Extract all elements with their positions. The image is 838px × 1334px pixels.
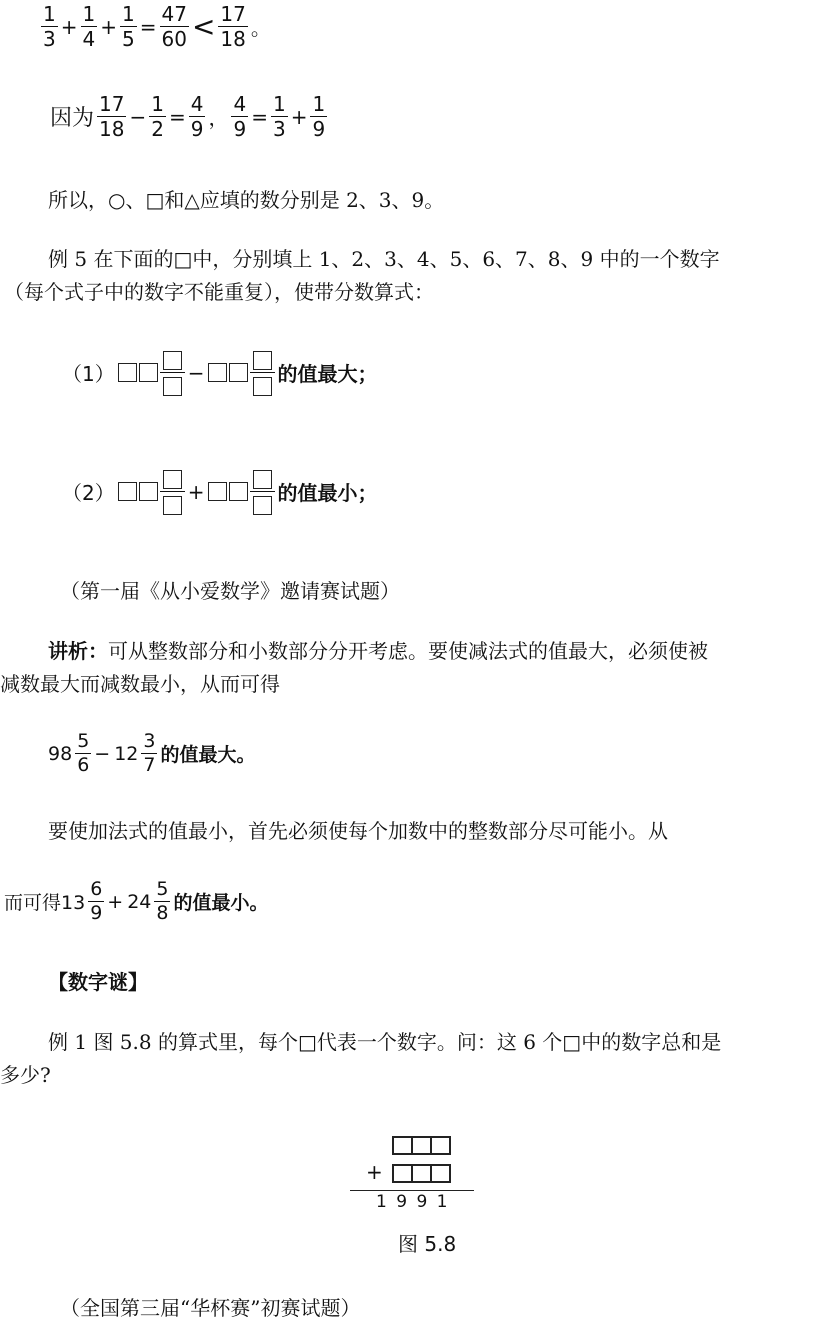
fraction-blanks — [250, 349, 275, 396]
example1-line1: 例 1 图 5.8 的算式里，每个□代表一个数字。问：这 6 个□中的数字总和是 — [48, 1030, 722, 1054]
source-note-2: （全国第三届“华杯赛”初赛试题） — [60, 1296, 361, 1320]
therefore-line: 所以，○、□和△应填的数分别是 2、3、9。 — [48, 188, 445, 212]
example1-line2: 多少? — [0, 1063, 51, 1087]
blank-box — [139, 363, 158, 382]
fraction: $\frac{1}{5}$ — [122, 2, 135, 51]
result-min: 而可得13 $\frac{6}{9}$ + 24 $\frac{5}{8}$ 的值最小。 — [4, 878, 269, 924]
figure-5-8 — [350, 1136, 480, 1266]
fraction-blanks — [160, 349, 185, 396]
fraction: $\frac{47}{60}$ — [161, 2, 187, 51]
because-line: 因为 $\frac{17}{18}$ − $\frac{1}{2}$ = $\frac{4}{9}$ ， $\frac{4}{9}$ = $\frac{1}{3}$ + $\frac{1}{9}$ — [50, 92, 326, 141]
fraction: $\frac{1}{4}$ — [82, 2, 96, 51]
blank-box — [208, 363, 227, 382]
blank-box — [118, 482, 137, 501]
sum-digits: 1 9 9 1 — [376, 1192, 450, 1212]
fraction: $\frac{17}{18}$ — [220, 2, 246, 51]
addition-paragraph: 要使加法式的值最小，首先必须使每个加数中的整数部分尽可能小。从 — [48, 819, 668, 843]
expression-1: （1） − 的值最大； — [60, 349, 380, 396]
analysis-line2: 减数最大而减数最小，从而可得 — [0, 672, 280, 696]
figure-caption: 图 5.8 — [398, 1232, 457, 1256]
example5-line2: （每个式子中的数字不能重复），使带分数算式： — [4, 280, 434, 304]
source-note-1: （第一届《从小爱数学》邀请赛试题） — [60, 579, 400, 603]
addend-row-1 — [392, 1136, 449, 1159]
fraction-blanks — [160, 468, 185, 515]
fraction-sum-line: $\frac{1}{3}$ + $\frac{1}{4}$ + $\frac{1}{5}$ = $\frac{47}{60}$ < $\frac{17}{18}$ 。 — [43, 2, 271, 51]
result-max: 98 $\frac{5}{6}$ − 12 $\frac{3}{7}$ 的值最大。 — [48, 730, 256, 776]
plus-sign: + — [366, 1160, 383, 1184]
sum-line — [350, 1190, 474, 1191]
analysis-line1: 讲析：可从整数部分和小数部分分开考虑。要使减法式的值最大，必须使被 — [48, 639, 708, 663]
blank-box — [229, 363, 248, 382]
expression-2: （2） + 的值最小； — [60, 468, 380, 515]
example5-line1: 例 5 在下面的□中，分别填上 1、2、3、4、5、6、7、8、9 中的一个数字 — [48, 247, 720, 271]
fraction: $\frac{1}{3}$ — [43, 2, 56, 51]
section-title: 【数字谜】 — [48, 970, 148, 994]
blank-box — [118, 363, 137, 382]
analysis-label: 讲析： — [48, 639, 108, 663]
blank-box — [208, 482, 227, 501]
addend-row-2 — [392, 1164, 449, 1187]
blank-box — [139, 482, 158, 501]
blank-box — [229, 482, 248, 501]
fraction-blanks — [250, 468, 275, 515]
